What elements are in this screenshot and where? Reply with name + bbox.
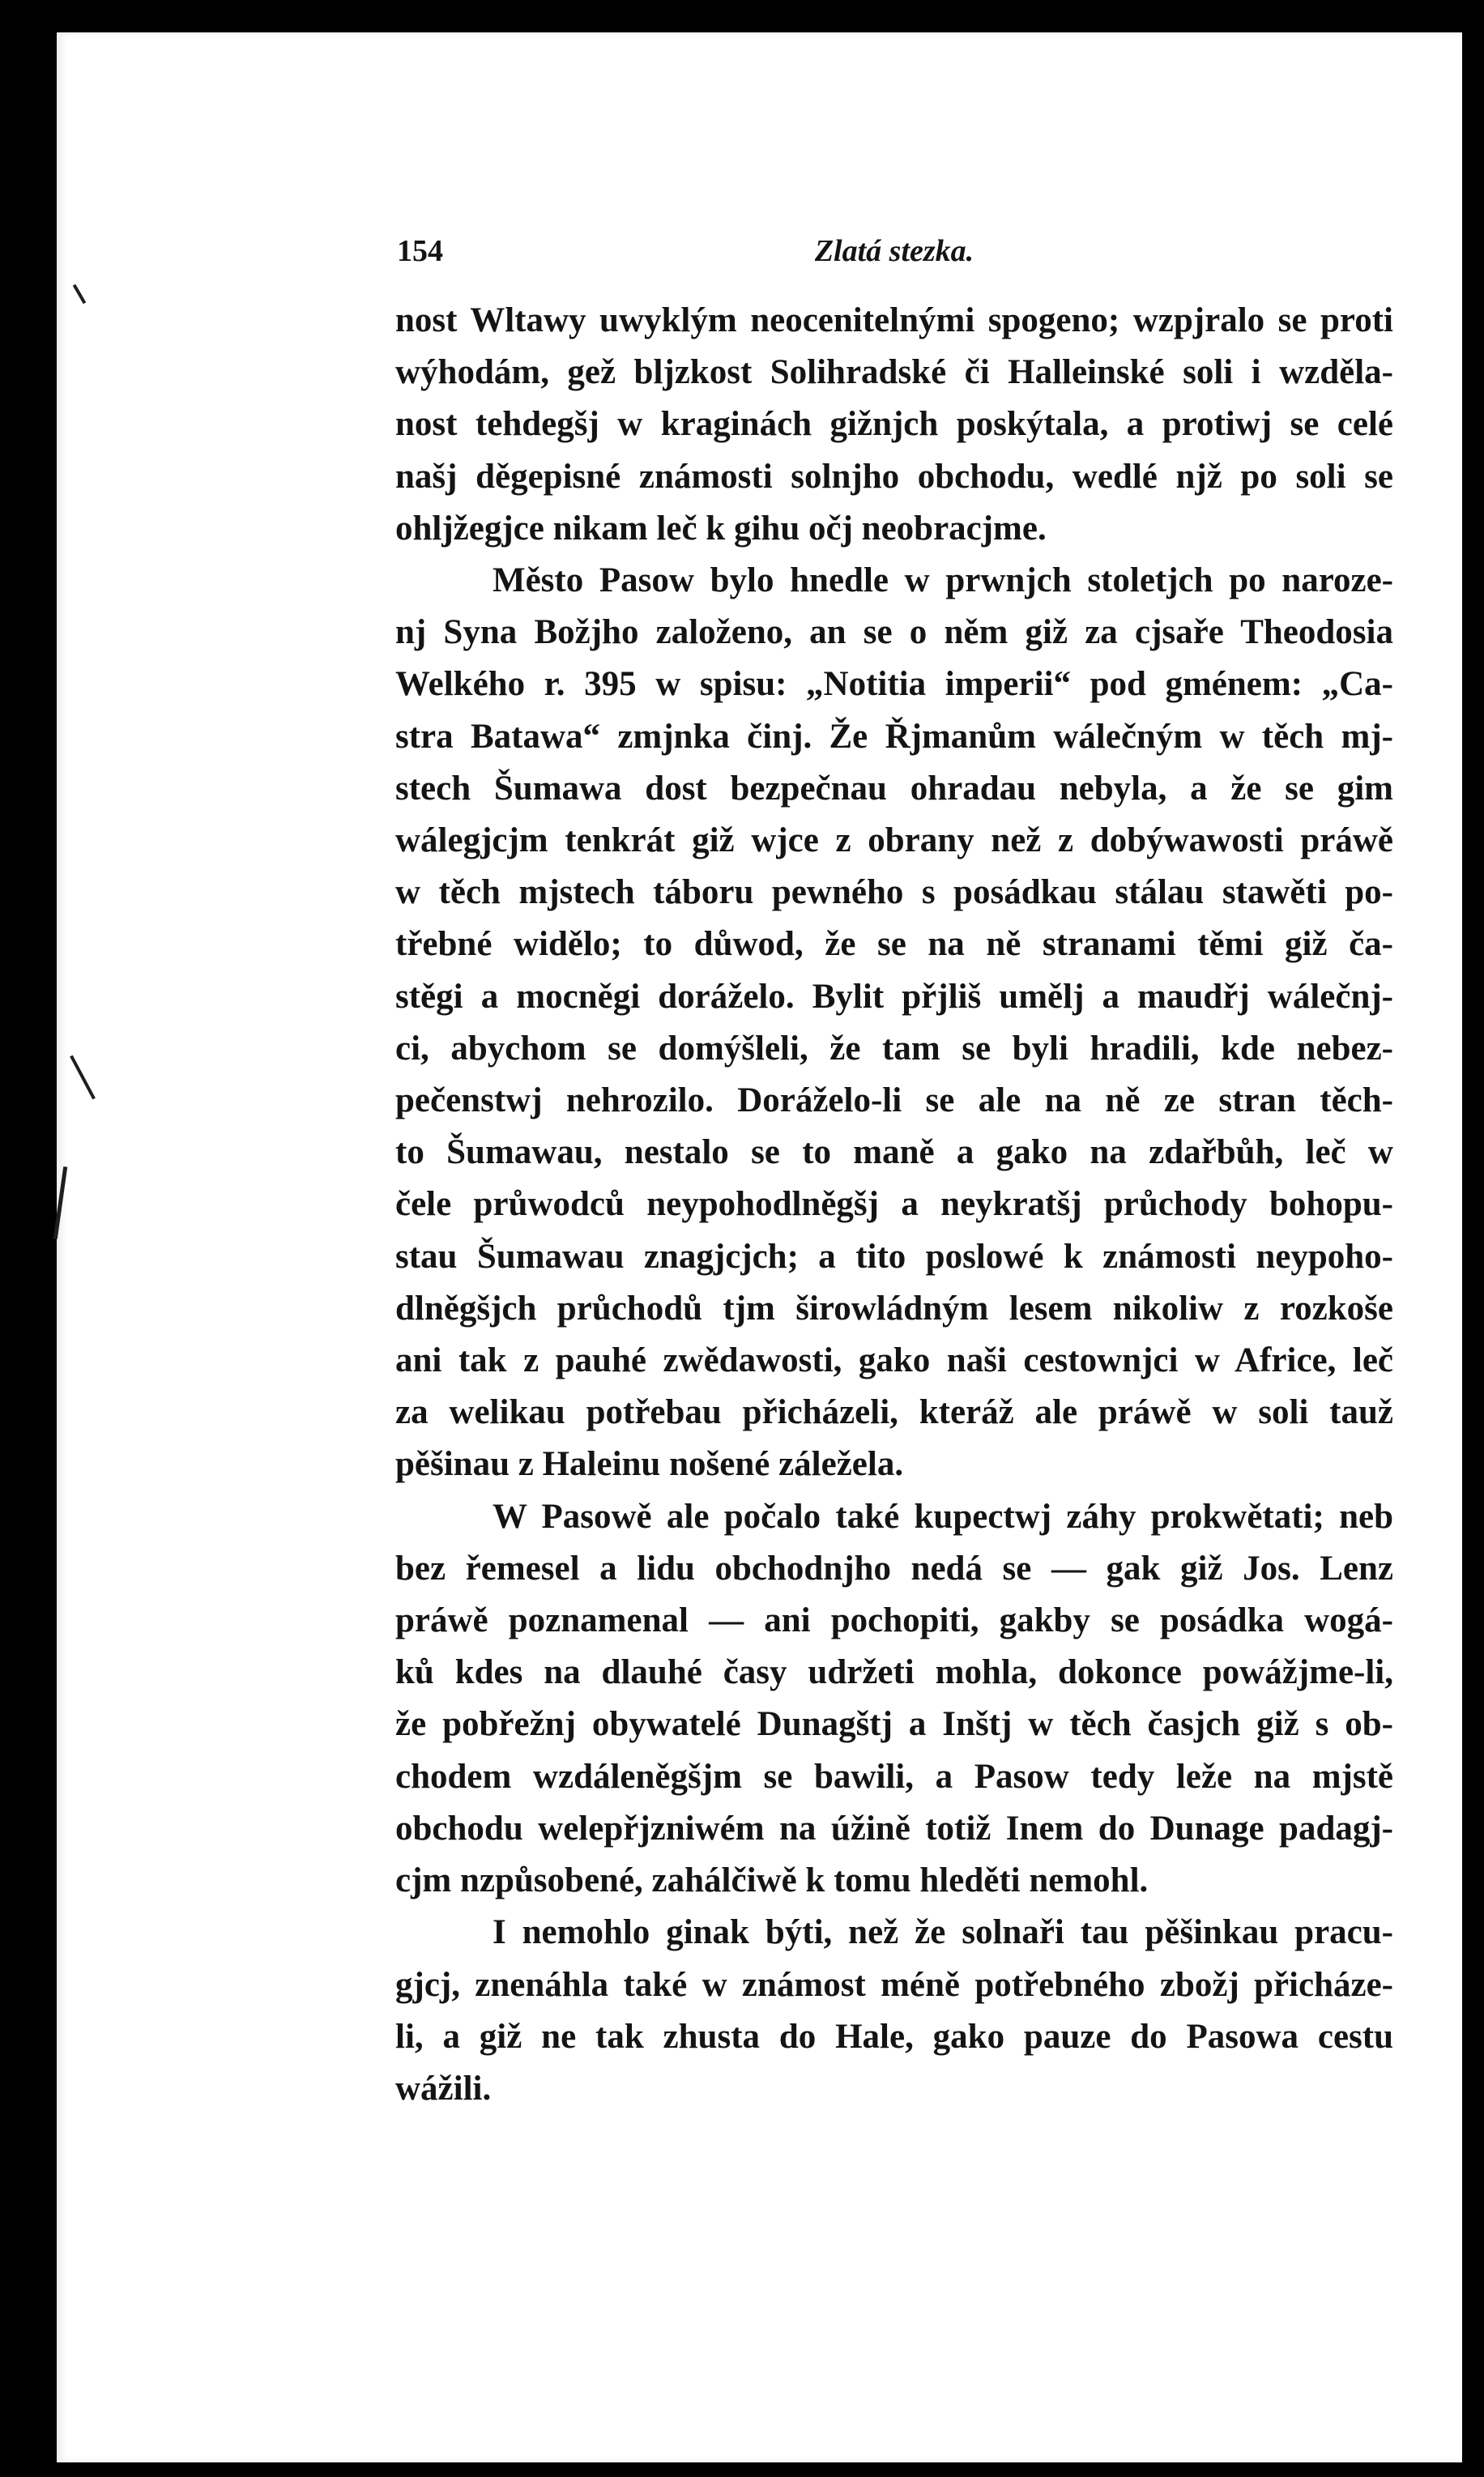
- text-line: práwě poznamenal — ani pochopiti, gakby se posádka wogá-: [395, 1601, 1393, 1640]
- text-line: našj děgepisné známosti solnjho obchodu, wedlé njž po soli se: [395, 457, 1393, 496]
- text-line: to Šumawau, nestalo se to maně a gako na zdařbůh, leč w: [395, 1133, 1393, 1172]
- text-line: obchodu welepřjzniwém na úžině totiž Inem do Dunage padagj-: [395, 1809, 1393, 1848]
- text-line: ci, abychom se domýšleli, že tam se byli hradili, kde nebez-: [395, 1029, 1393, 1068]
- text-line: gjcj, znenáhla také w známost méně potřebného zbožj přicháze-: [395, 1965, 1393, 2004]
- text-line: li, a giž ne tak zhusta do Hale, gako pauze do Pasowa cestu: [395, 2017, 1393, 2056]
- text-line: stěgi a mocněgi doráželo. Bylit přjliš umělj a maudřj wálečnj-: [395, 977, 1393, 1016]
- page-text: [395, 227, 1393, 2115]
- text-line: I nemohlo ginak býti, než že solnaři tau pěšinkau pracu-: [493, 1913, 1393, 1952]
- running-title: Zlatá stezka.: [814, 234, 974, 268]
- text-line: čele průwodců neypohodlněgšj a neykratšj průchody bohopu-: [395, 1185, 1393, 1224]
- text-line: pěšinau z Haleinu nošené záležela.: [395, 1445, 904, 1484]
- text-line: chodem wzdáleněgšjm se bawili, a Pasow tedy leže na mjstě: [395, 1757, 1393, 1796]
- text-line: wálegjcjm tenkrát giž wjce z obrany než z dobýwawosti práwě: [395, 821, 1393, 860]
- text-line: nj Syna Božjho založeno, an se o něm giž za cjsaře Theodosia: [395, 613, 1393, 652]
- text-line: wážili.: [395, 2069, 492, 2108]
- text-line: stra Batawa“ zmjnka činj. Že Řjmanům wálečným w těch mj-: [395, 717, 1393, 756]
- text-line: ků kdes na dlauhé časy udržeti mohla, dokonce powážjme-li,: [395, 1653, 1393, 1692]
- body-text: [395, 295, 1393, 2115]
- text-line: pečenstwj nehrozilo. Doráželo-li se ale na ně ze stran těch-: [395, 1081, 1393, 1120]
- text-line: třebné widělo; to důwod, že se na ně stranami těmi giž ča-: [395, 925, 1393, 964]
- paragraph: [395, 295, 1393, 555]
- text-line: stech Šumawa dost bezpečnau ohradau nebyla, a že se gim: [395, 769, 1393, 808]
- text-line: za welikau potřebau přicházeli, kteráž ale práwě w soli tauž: [395, 1393, 1393, 1432]
- text-line: W Pasowě ale počalo také kupectwj záhy prokwětati; neb: [493, 1497, 1393, 1536]
- text-line: dlněgšjch průchodů tjm širowládným lesem nikoliw z rozkoše: [395, 1289, 1393, 1328]
- text-line: Město Pasow bylo hnedle w prwnjch stoletjch po naroze-: [493, 561, 1393, 600]
- text-line: že pobřežnj obywatelé Dunagštj a Inštj w těch časjch giž s ob-: [395, 1705, 1393, 1744]
- text-line: ani tak z pauhé zwědawosti, gako naši cestownjci w Africe, leč: [395, 1341, 1393, 1380]
- paragraph: [395, 1491, 1393, 1908]
- text-line: nost Wltawy uwyklým neocenitelnými spogeno; wzpjralo se proti: [395, 301, 1393, 339]
- text-line: wýhodám, gež bljzkost Solihradské či Halleinské soli i wzděla-: [395, 353, 1393, 392]
- paragraph: [395, 555, 1393, 1491]
- running-head: [395, 227, 1393, 284]
- text-line: bez řemesel a lidu obchodnjho nedá se — gak giž Jos. Lenz: [395, 1549, 1393, 1588]
- text-line: Welkého r. 395 w spisu: „Notitia imperii“ pod gménem: „Ca-: [395, 665, 1393, 704]
- paragraph: [395, 1907, 1393, 2115]
- page-number: 154: [397, 234, 443, 268]
- text-line: cjm nzpůsobené, zahálčiwě k tomu hleděti nemohl.: [395, 1861, 1149, 1900]
- text-line: stau Šumawau znagjcjch; a tito poslowé k známosti neypoho-: [395, 1237, 1393, 1276]
- text-line: w těch mjstech táboru pewného s posádkau stálau stawěti po-: [395, 873, 1393, 912]
- text-line: nost tehdegšj w kraginách gižnjch poskýtala, a protiwj se celé: [395, 405, 1393, 444]
- text-line: ohljžegjce nikam leč k gihu očj neobracjme.: [395, 509, 1047, 548]
